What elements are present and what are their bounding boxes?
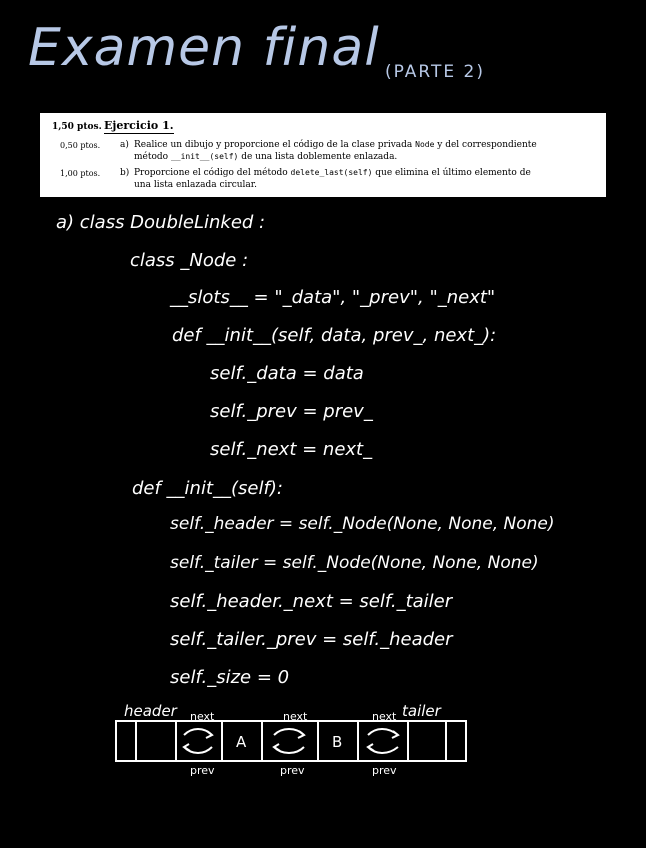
prev-label-1: prev [190, 764, 215, 777]
code-line-tailer-prev: self._tailer._prev = self._header [170, 629, 453, 650]
item-b-line2: una lista enlazada circular. [134, 180, 257, 190]
item-b-points: 1,00 ptos. [60, 169, 101, 178]
tailer-label: tailer [402, 702, 441, 720]
node-a-value: A [236, 733, 247, 751]
code-line-size: self._size = 0 [170, 667, 290, 688]
item-a-points: 0,50 ptos. [60, 141, 101, 150]
link-arrows-1 [184, 729, 212, 753]
code-line-class-header: a) class DoubleLinked : [56, 212, 266, 233]
item-a-line2: método __init__(self) de una lista doblemente enlazada. [134, 152, 398, 162]
node-b-value: B [332, 733, 343, 751]
item-b-label: b) [120, 168, 130, 178]
code-line-set-next: self._next = next_ [210, 439, 373, 460]
link-arrows-3 [368, 729, 398, 753]
next-label-2: next [283, 710, 308, 723]
next-label-3: next [372, 710, 397, 723]
prev-label-3: prev [372, 764, 397, 777]
code-line-header-next: self._header._next = self._tailer [170, 591, 453, 612]
header-label: header [124, 702, 177, 720]
code-line-header-node: self._header = self._Node(None, None, None) [170, 514, 555, 534]
prev-label-2: prev [280, 764, 305, 777]
item-a-label: a) [120, 140, 129, 150]
code-line-set-data: self._data = data [210, 363, 364, 384]
code-line-set-prev: self._prev = prev_ [210, 401, 373, 422]
list-outline [116, 721, 466, 761]
code-line-node-class: class _Node : [130, 250, 249, 271]
code-line-list-init: def __init__(self): [132, 478, 283, 499]
exercise-heading: Ejercicio 1. [104, 119, 174, 132]
code-line-node-init: def __init__(self, data, prev_, next_): [172, 325, 497, 346]
item-b-line1: Proporcione el código del método delete_last(self) que elimina el último elemento de [134, 168, 531, 178]
code-line-tailer-node: self._tailer = self._Node(None, None, None) [170, 553, 539, 573]
page-title: Examen final [28, 18, 380, 78]
code-line-slots: __slots__ = "_data", "_prev", "_next" [170, 287, 496, 308]
page-subtitle: (PARTE 2) [385, 62, 485, 82]
item-a-line1: Realice un dibujo y proporcione el código de la clase privada Node y del correspondiente [134, 140, 537, 150]
total-points: 1,50 ptos. [52, 122, 102, 132]
link-arrows-2 [274, 729, 304, 753]
next-label-1: next [190, 710, 215, 723]
